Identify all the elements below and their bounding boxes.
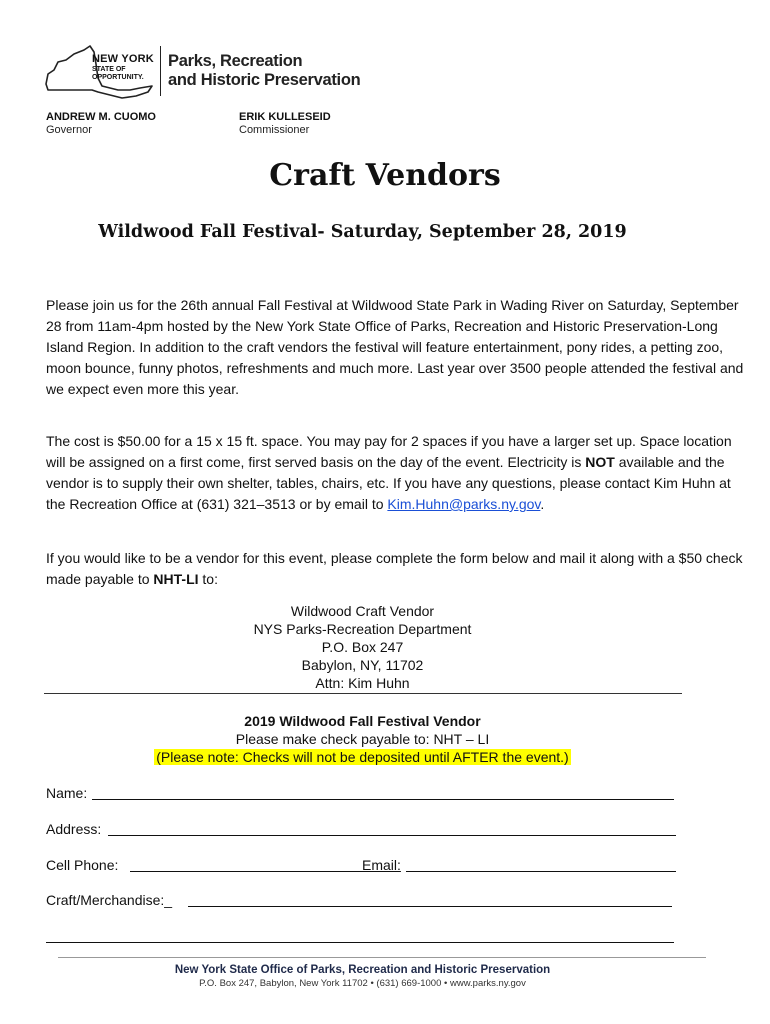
form-header [0, 712, 725, 766]
craft-label-suffix: _ [164, 892, 173, 908]
craft-extra-field[interactable] [46, 942, 674, 943]
state-tagline-1: STATE OF [92, 66, 126, 73]
event-subtitle: Wildwood Fall Festival- Saturday, September 28, 2019 [98, 222, 627, 242]
footer-contact: P.O. Box 247, Babylon, New York 11702 • (631) 669-1000 • www.parks.ny.gov [199, 978, 526, 989]
commissioner-block [239, 111, 331, 137]
electricity-not: NOT [585, 454, 615, 470]
instructions-text: If you would like to be a vendor for this event, please complete the form below and mail it along with a $50 check made payable to [46, 550, 743, 587]
address-line: Wildwood Craft Vendor [290, 603, 435, 619]
cost-text-a: The cost is $50.00 for a 15 x 15 ft. space. You may pay for 2 spaces if you have a larger set up. Space location will be assigned on a first come, first served basis on the day of the event. Electricity is [46, 433, 732, 470]
agency-name-line2: and Historic Preservation [168, 71, 361, 89]
agency-logo [44, 44, 384, 104]
address-line: NYS Parks-Recreation Department [253, 621, 472, 637]
state-wordmark [92, 54, 154, 81]
footer [0, 964, 725, 989]
cell-phone-field[interactable] [130, 871, 362, 872]
commissioner-title: Commissioner [239, 124, 310, 136]
logo-divider [160, 46, 161, 96]
address-label: Address: [46, 821, 102, 837]
email-field[interactable] [406, 871, 676, 872]
payable-note: Please make check payable to: NHT – LI [235, 731, 490, 747]
craft-label-text: Craft/Merchandise: [46, 892, 165, 908]
cost-paragraph [46, 431, 746, 515]
section-divider [44, 693, 682, 694]
vendor-instructions-paragraph [46, 548, 746, 590]
state-tagline-2: OPPORTUNITY. [92, 74, 144, 81]
deposit-note: (Please note: Checks will not be deposited until AFTER the event.) [156, 749, 569, 765]
mailing-address [0, 602, 725, 692]
governor-title: Governor [46, 124, 92, 136]
cost-text-b: available and the vendor is to supply their own shelter, tables, chairs, etc. If you have any questions, please contact Kim Huhn at the Recreation Office at (631) 321–3513 or by email to [46, 454, 731, 512]
contact-email-link[interactable]: Kim.Huhn@parks.ny.gov [387, 496, 541, 512]
commissioner-name: ERIK KULLESEID [239, 111, 331, 123]
form-heading: 2019 Wildwood Fall Festival Vendor [244, 713, 481, 729]
address-field[interactable] [108, 835, 676, 836]
page-title: Craft Vendors [269, 158, 501, 193]
payee-name: NHT-LI [153, 571, 199, 587]
governor-block [46, 111, 156, 137]
governor-name: ANDREW M. CUOMO [46, 111, 156, 123]
footer-divider [58, 957, 706, 958]
address-line: P.O. Box 247 [321, 639, 404, 655]
instructions-text-end: to: [198, 571, 218, 587]
name-label: Name: [46, 785, 88, 801]
cost-text-end: . [540, 496, 545, 512]
intro-paragraph: Please join us for the 26th annual Fall Festival at Wildwood State Park in Wading River on Saturday, September 28 from 11am-4pm hosted by the New York State Office of Parks, Recreation and Historic Preservation-Long Island Region. In addition to the craft vendors the festival will feature entertainment, pony rides, a petting zoo, moon bounce, funny photos, refreshments and much more. Last year over 3500 people attended the festival and we expect even more this year. [46, 297, 744, 397]
agency-name-line1: Parks, Recreation [168, 52, 303, 70]
cell-phone-label: Cell Phone: [46, 857, 119, 873]
email-label: Email: [362, 857, 401, 873]
agency-name [168, 52, 360, 90]
state-name: NEW YORK [92, 53, 154, 65]
address-line: Babylon, NY, 11702 [301, 657, 424, 673]
name-field[interactable] [92, 799, 674, 800]
craft-label [46, 891, 172, 909]
craft-field[interactable] [188, 906, 672, 907]
address-line: Attn: Kim Huhn [315, 675, 410, 691]
footer-organization: New York State Office of Parks, Recreation and Historic Preservation [174, 964, 551, 976]
